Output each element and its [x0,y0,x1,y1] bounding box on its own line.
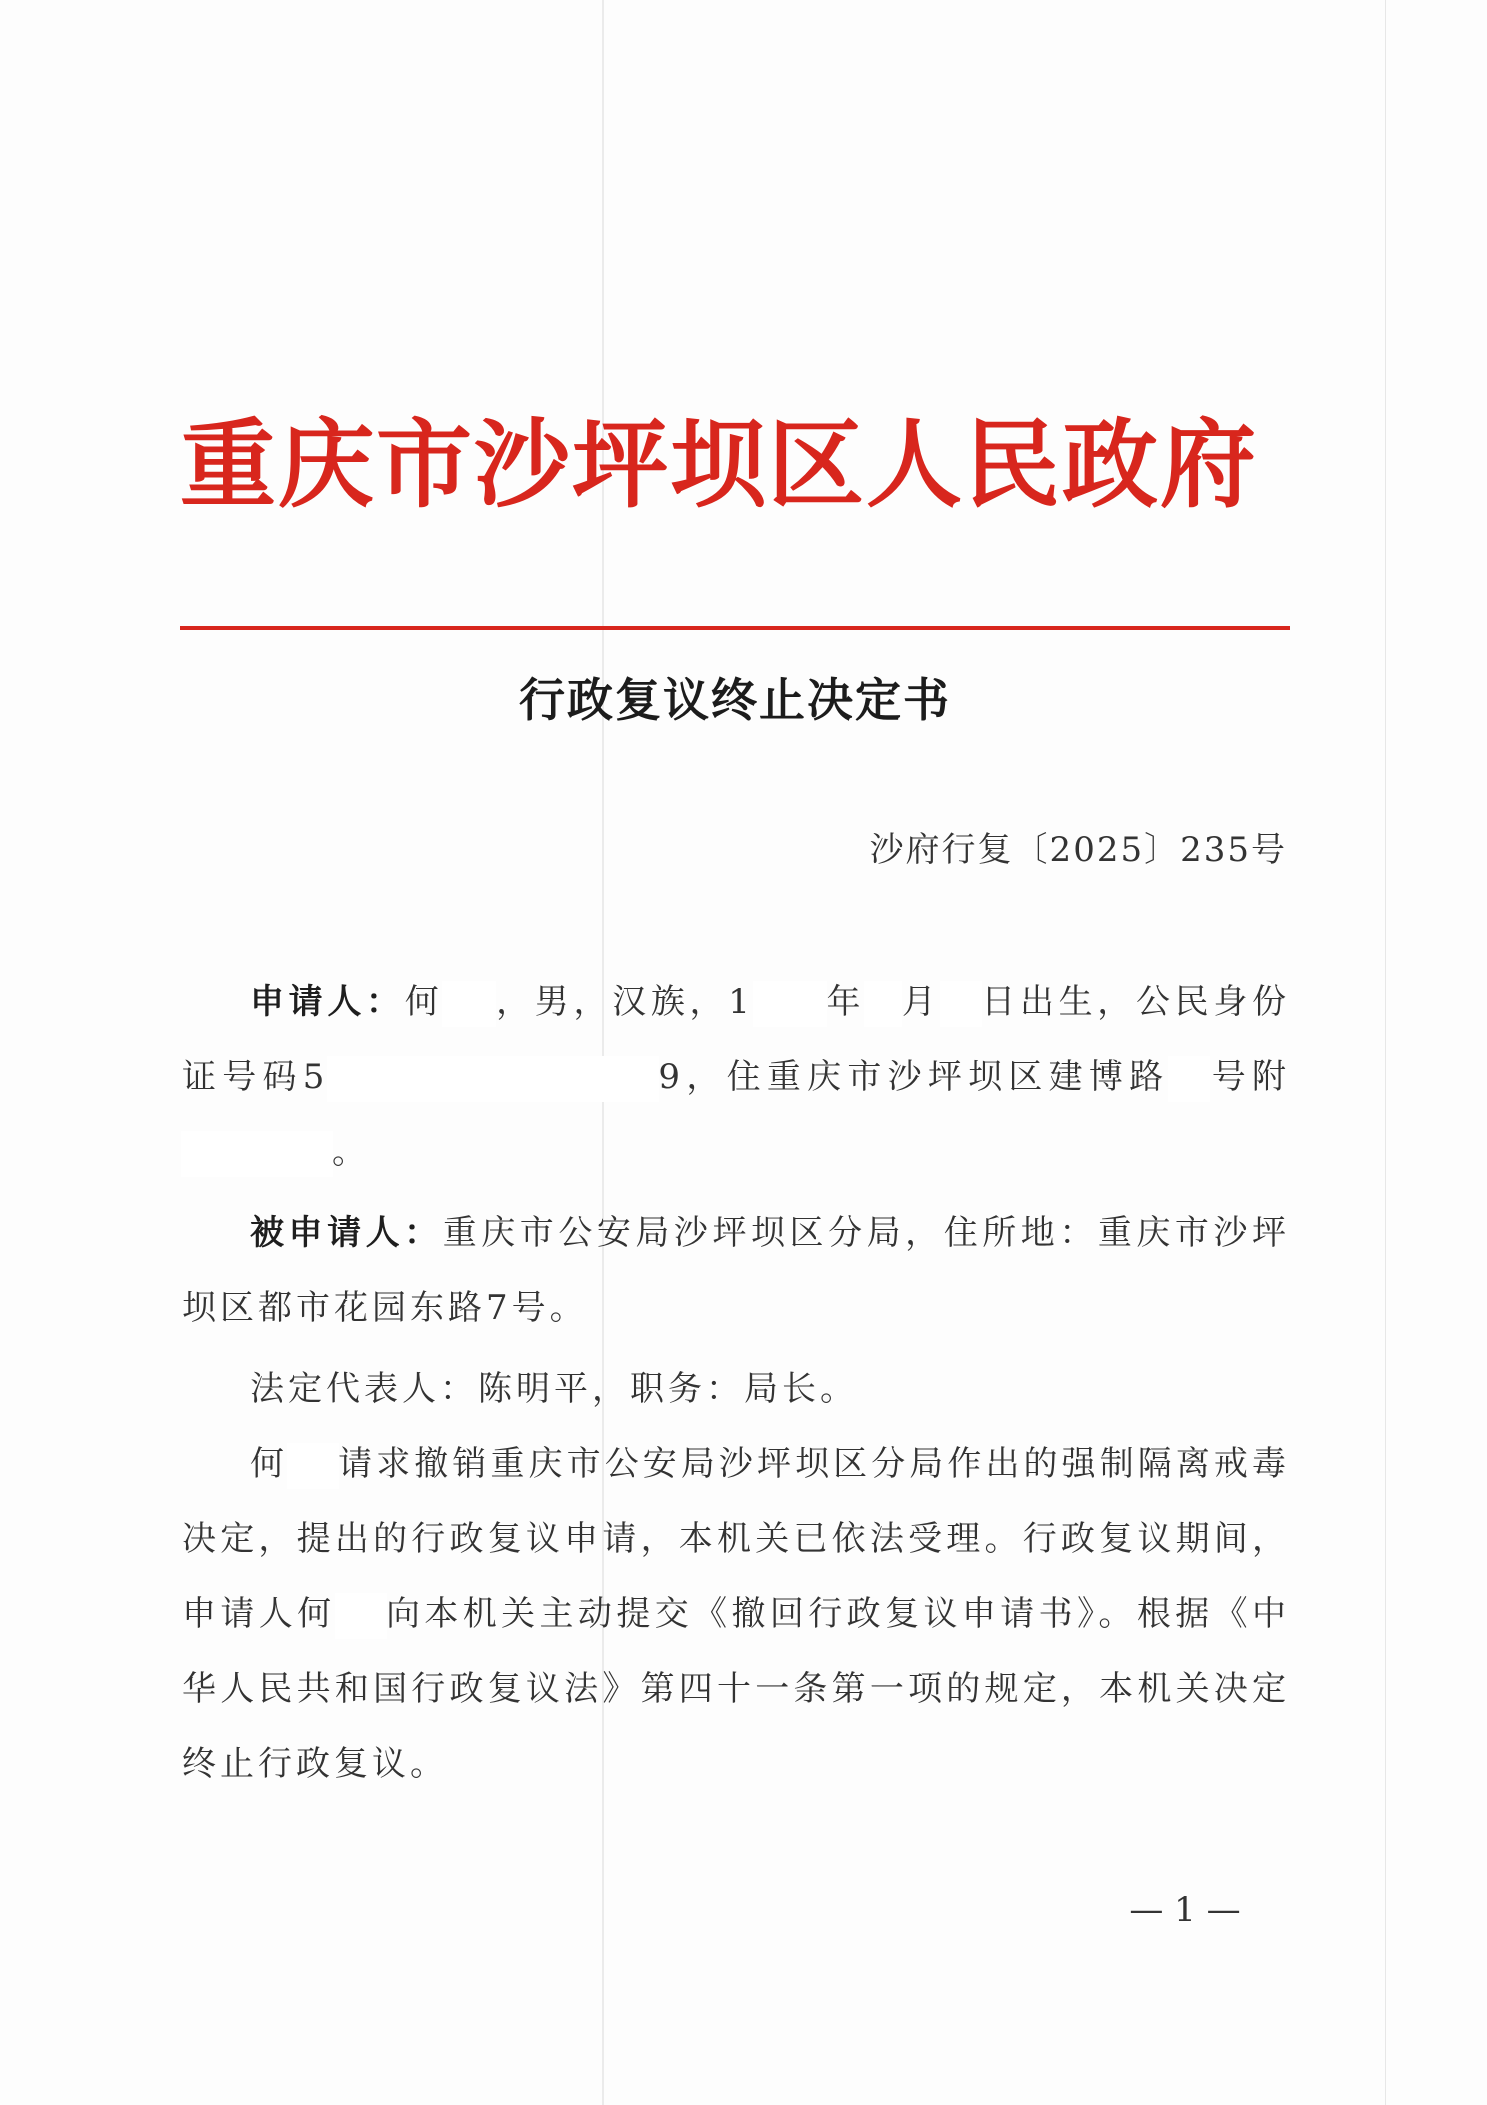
redaction-block [328,1057,658,1101]
respondent-label: 被申请人： [250,1213,443,1253]
document-title: 行政复议终止决定书 [519,673,951,727]
redaction-block [1169,1057,1209,1101]
respondent-text: 重庆市公安局沙坪坝区分局，住所地：重庆市沙坪坝区都市花园东路7号。 [182,1213,1291,1328]
applicant-text-5: 日出生，公民身份证号码5 [182,982,1291,1097]
redaction-block [182,1132,332,1176]
legal-representative-text: 法定代表人：陈明平，职务：局长。 [250,1369,858,1409]
page-number: — 1 — [1129,1890,1241,1930]
masthead-red-rule [180,626,1290,630]
document-number: 沙府行复〔2025〕235号 [869,830,1287,870]
applicant-text-4: 月 [901,982,941,1022]
decision-text-3: 向本机关主动提交《撤回行政复议申请书》。根据《中华人民共和国行政复议法》第四十一条第一项的规定，本机关决定终止行政复议。 [182,1594,1291,1784]
redaction-block [443,982,495,1026]
document-body [182,965,1290,1808]
applicant-paragraph [182,965,1290,1190]
redaction-block [288,1444,338,1488]
decision-text-2: 请求撤销重庆市公安局沙坪坝区分局作出的强制隔离戒毒决定，提出的行政复议申请，本机关已依法受理。行政复议期间，申请人何 [182,1444,1290,1634]
redaction-block [941,982,981,1026]
applicant-text-3: 年 [825,982,866,1022]
applicant-text-1: 何 [404,982,444,1022]
redaction-block [865,982,901,1026]
applicant-label: 申请人： [250,982,405,1022]
applicant-text-2: ，男，汉族，1 [495,982,754,1022]
respondent-paragraph [182,1196,1290,1346]
applicant-text-7: 号附 [1209,1057,1290,1097]
decision-text-1: 何 [250,1444,289,1484]
redaction-block [336,1594,386,1638]
applicant-text-6: 9，住重庆市沙坪坝区建博路 [658,1057,1170,1097]
legal-representative-paragraph [182,1352,1290,1427]
agency-masthead: 重庆市沙坪坝区人民政府 [180,408,1258,521]
applicant-text-8: 。 [332,1132,370,1172]
decision-paragraph [182,1427,1290,1802]
redaction-block [754,982,826,1026]
scan-edge-line [1385,0,1386,2105]
